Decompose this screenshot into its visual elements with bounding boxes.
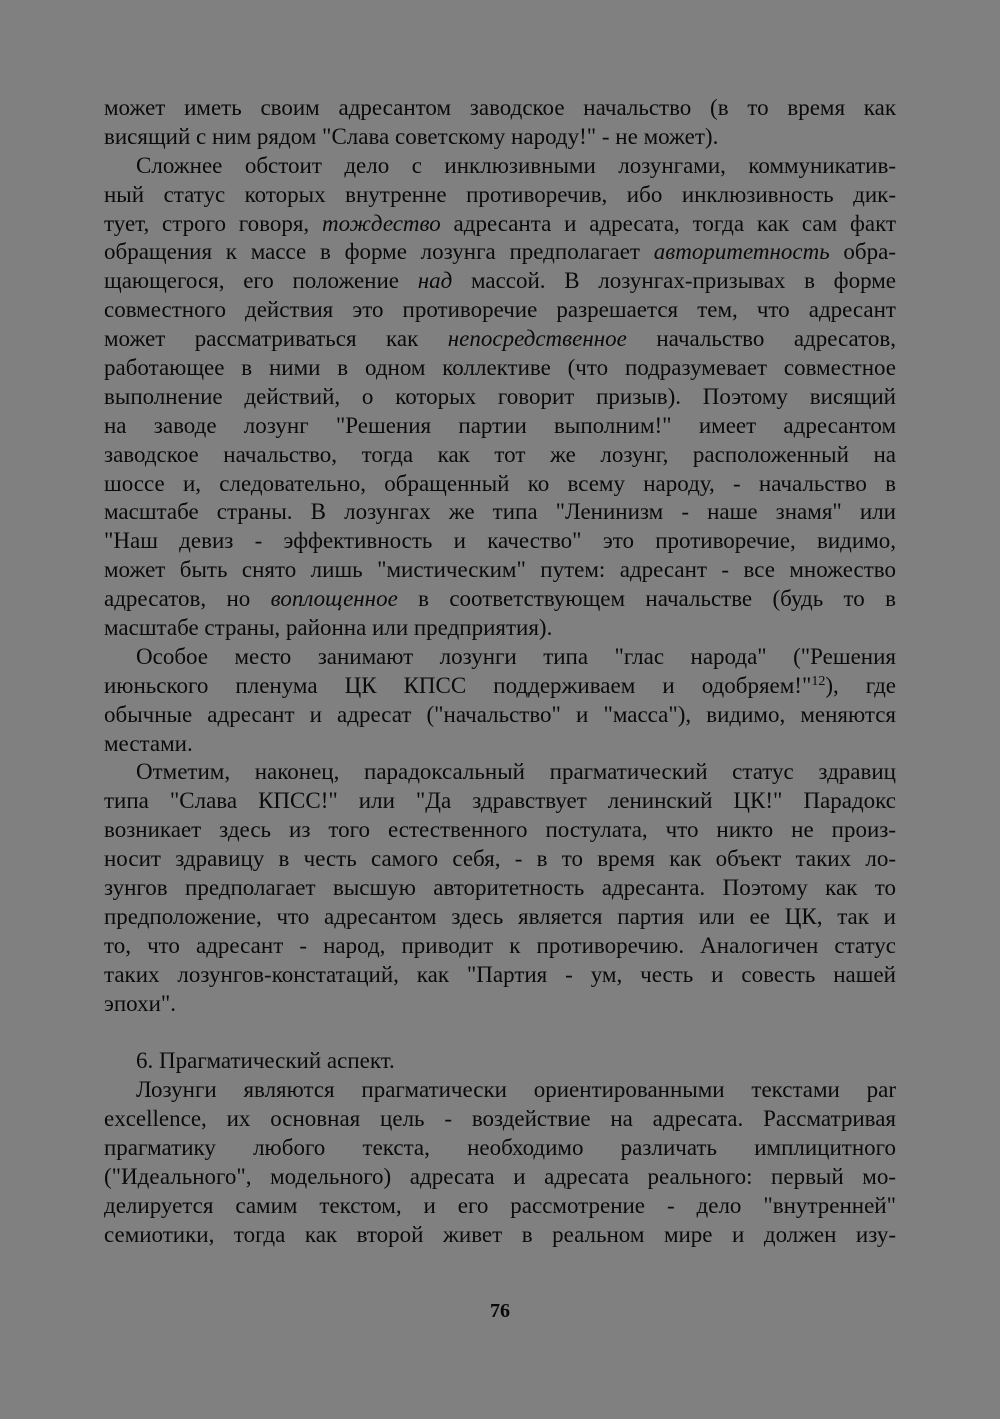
text-line: Лозунги являются прагматически ориентированными текстами par xyxy=(136,1077,896,1103)
page-number: 76 xyxy=(490,1300,510,1322)
text-run: обра- xyxy=(829,239,896,265)
text-line: эпохи". xyxy=(104,990,177,1016)
text-line: работающее в ними в одном коллективе (что подразумевает совместное xyxy=(104,355,896,381)
text-line: может быть снято лишь "мистическим" путем: адресант - все множество xyxy=(104,557,896,583)
text-line: Сложнее обстоит дело с инклюзивными лозунгами, коммуникатив- xyxy=(136,152,896,178)
text-line: то, что адресант - народ, приводит к противоречию. Аналогичен статус xyxy=(104,932,896,958)
text-line: масштабе страны. В лозунгах же типа "Ленинизм - наше знамя" или xyxy=(104,499,896,525)
text-line xyxy=(104,267,896,296)
text-run: июньского пленума ЦК КПСС поддерживаем и одобряем!" xyxy=(104,672,812,698)
text-line xyxy=(104,210,896,239)
text-run: ), где xyxy=(825,672,897,698)
text-line: делируется самим текстом, и его рассмотрение - дело "внутренней" xyxy=(104,1192,896,1218)
emphasis: тождество xyxy=(321,210,441,236)
text-line: выполнение действий, о которых говорит призыв). Поэтому висящий xyxy=(104,383,896,409)
text-run: адресатов, но xyxy=(104,586,271,612)
spacer xyxy=(104,1019,896,1048)
text-line: обычные адресант и адресат ("начальство" и "масса"), видимо, меняются xyxy=(104,701,896,727)
text-run: тует, строго говоря, xyxy=(104,210,322,236)
text-line: ("Идеального", модельного) адресата и адресата реального: первый мо- xyxy=(104,1163,896,1189)
paragraph-2 xyxy=(104,152,896,643)
text-line: прагматику любого текста, необходимо различать имплицитного xyxy=(104,1135,896,1161)
text-line: висящий с ним рядом "Слава советскому народу!" - не может). xyxy=(104,123,719,149)
paragraph-5 xyxy=(104,1076,896,1249)
page-body xyxy=(104,94,896,1250)
text-line: масштабе страны, районна или предприятия). xyxy=(104,615,553,641)
text-line: типа "Слава КПСС!" или "Да здравствует ленинский ЦК!" Парадокс xyxy=(104,788,896,814)
emphasis: авторитетность xyxy=(653,239,830,265)
text-run: обращения к массе в форме лозунга предполагает xyxy=(104,239,654,265)
text-line: семиотики, тогда как второй живет в реальном мире и должен изу- xyxy=(104,1221,896,1247)
emphasis: над xyxy=(417,268,453,294)
text-line: зунгов предполагает высшую авторитетность адресанта. Поэтому как то xyxy=(104,875,896,901)
text-line: Особое место занимают лозунги типа "глас народа" ("Решения xyxy=(136,643,896,669)
section-heading: 6. Прагматический аспект. xyxy=(136,1048,395,1074)
text-line: заводское начальство, тогда как тот же лозунг, расположенный на xyxy=(104,441,896,467)
emphasis: воплощенное xyxy=(270,586,398,612)
text-run: адресанта и адресата, тогда как сам факт xyxy=(440,210,896,236)
text-run: щающегося, его положение xyxy=(104,268,418,294)
text-run: начальство адресатов, xyxy=(626,326,896,352)
paragraph-1 xyxy=(104,94,896,152)
text-line: ный статус которых внутренне противоречив, ибо инклюзивность дик- xyxy=(104,181,896,207)
paragraph-3 xyxy=(104,643,896,759)
text-line: excellence, их основная цель - воздействие на адресата. Рассматривая xyxy=(104,1106,896,1132)
text-line xyxy=(104,585,896,614)
text-run: может рассматриваться как xyxy=(104,326,448,352)
text-line: на заводе лозунг "Решения партии выполним!" имеет адресантом xyxy=(104,412,896,438)
text-run: массой. В лозунгах-призывах в форме xyxy=(452,268,897,294)
text-run: в соответствующем начальстве (будь то в xyxy=(397,586,896,612)
text-line: шоссе и, следовательно, обращенный ко всему народу, - начальство в xyxy=(104,470,896,496)
paragraph-4 xyxy=(104,758,896,1018)
text-line: может иметь своим адресантом заводское начальство (в то время как xyxy=(104,95,896,120)
emphasis: непосредственное xyxy=(447,326,627,352)
text-line: предположение, что адресантом здесь является партия или ее ЦК, так и xyxy=(104,903,896,929)
text-line xyxy=(104,672,896,701)
text-line: таких лозунгов-констатаций, как "Партия - ум, честь и совесть нашей xyxy=(104,961,896,987)
text-line: возникает здесь из того естественного постулата, что никто не произ- xyxy=(104,817,896,843)
text-line: Отметим, наконец, парадоксальный прагматический статус здравиц xyxy=(136,759,896,785)
text-line: совместного действия это противоречие разрешается тем, что адресант xyxy=(104,297,896,323)
text-line: местами. xyxy=(104,730,193,756)
text-line xyxy=(104,238,896,267)
text-line: носит здравицу в честь самого себя, - в то время как объект таких ло- xyxy=(104,846,896,872)
footnote-marker: 12 xyxy=(811,673,826,689)
text-line xyxy=(104,325,896,354)
text-line: "Наш девиз - эффективность и качество" это противоречие, видимо, xyxy=(104,528,896,554)
